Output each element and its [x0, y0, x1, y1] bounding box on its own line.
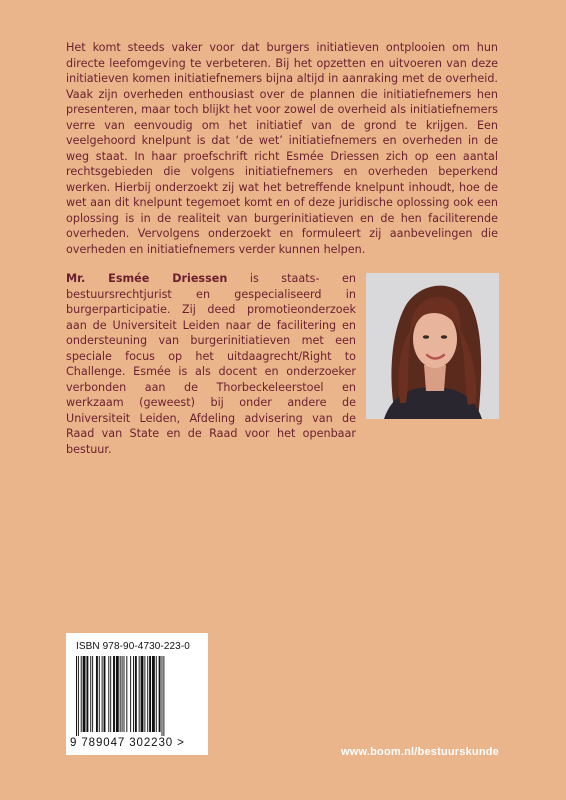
barcode-bar — [104, 656, 106, 732]
barcode-bar — [116, 656, 119, 732]
barcode-bar — [149, 656, 151, 732]
barcode-bar — [90, 656, 91, 732]
barcode-bar — [81, 656, 82, 732]
barcode-bar — [152, 656, 155, 732]
barcode-bar — [96, 656, 98, 732]
barcode-label — [66, 633, 208, 755]
barcode-bar — [163, 656, 164, 736]
author-portrait-icon — [366, 273, 499, 419]
back-cover-blurb: Het komt steeds vaker voor dat burgers initiatieven ontplooien om hun directe leefomgeving te verbeteren. Bij het opzetten en uitvoeren van deze initiatieven komen initiatiefnemers bijna altijd in aanraking met de overheid. Vaak zijn overheden enthousiast over de plannen die initiatiefnemers hen presenteren, maar toch blijkt het voor zowel de overheid als initiatiefnemers verre van eenvoudig om het initiatief van de grond te krijgen. Een veelgehoord knelpunt is dat ‘de wet’ initiatiefnemers en overheden in de weg staat. In haar proefschrift richt Esmée Driessen zich op een aantal rechtsgebieden die volgens initiatiefnemers en overheden beperkend werken. Hierbij onderzoekt zij wat het betreffende knelpunt inhoudt, hoe de wet aan dit knelpunt tegemoet komt en of deze juridische oplossing ook een oplossing is in de realiteit van burgerinitiatieven en de hen faciliterende overheden. Vervolgens onderzoekt en formuleert zij aanbevelingen die overheden en initiatiefnemers verder kunnen helpen. — [66, 41, 498, 256]
author-name: Mr. Esmée Driessen — [66, 272, 228, 285]
barcode-bar — [130, 656, 131, 732]
barcode-bar — [135, 656, 137, 732]
barcode-bar — [113, 656, 115, 732]
barcode-bar — [147, 656, 148, 732]
barcode-icon — [74, 656, 200, 736]
barcode-bar — [144, 656, 145, 732]
barcode-bar — [126, 656, 127, 732]
barcode-bar — [124, 656, 125, 732]
author-bio-text: is staats- en bestuursrechtjurist en gespecialiseerd in burgerparticipatie. Zij deed promotieonderzoek aan de Universiteit Leiden naar de facilitering en ondersteuning van burgerinitiatieven met een speciale focus op het uitdaagrecht/Right to Challenge. Esmée is als docent en onderzoeker verbonden aan de Thorbeckeleerstoel en werkzaam (geweest) bij onder andere de Universiteit Leiden, Afdeling advisering van de Raad van State en de Raad voor het openbaar bestuur. — [66, 272, 356, 456]
barcode-bar — [83, 656, 86, 732]
barcode-bar — [141, 656, 144, 732]
barcode-bar — [92, 656, 93, 732]
barcode-digits: 9 789047 302230 > — [70, 737, 185, 749]
barcode-bar — [162, 656, 163, 736]
barcode-bar — [120, 656, 121, 732]
barcode-bar — [156, 656, 157, 732]
barcode-bar — [76, 656, 77, 736]
author-photo — [366, 273, 499, 419]
barcode-bar — [122, 656, 123, 732]
author-bio — [66, 271, 356, 457]
publisher-url: www.boom.nl/bestuurskunde — [341, 746, 499, 758]
barcode-bar — [108, 656, 109, 732]
barcode-bar — [159, 656, 161, 732]
barcode-bar — [139, 656, 140, 732]
barcode-bar — [78, 656, 79, 736]
barcode-bar — [99, 656, 100, 732]
barcode-bar — [86, 656, 88, 732]
isbn-text: ISBN 978-90-4730-223-0 — [76, 641, 190, 652]
barcode-bar — [133, 656, 134, 732]
barcode-bar — [102, 656, 103, 732]
barcode-bar — [110, 656, 111, 732]
